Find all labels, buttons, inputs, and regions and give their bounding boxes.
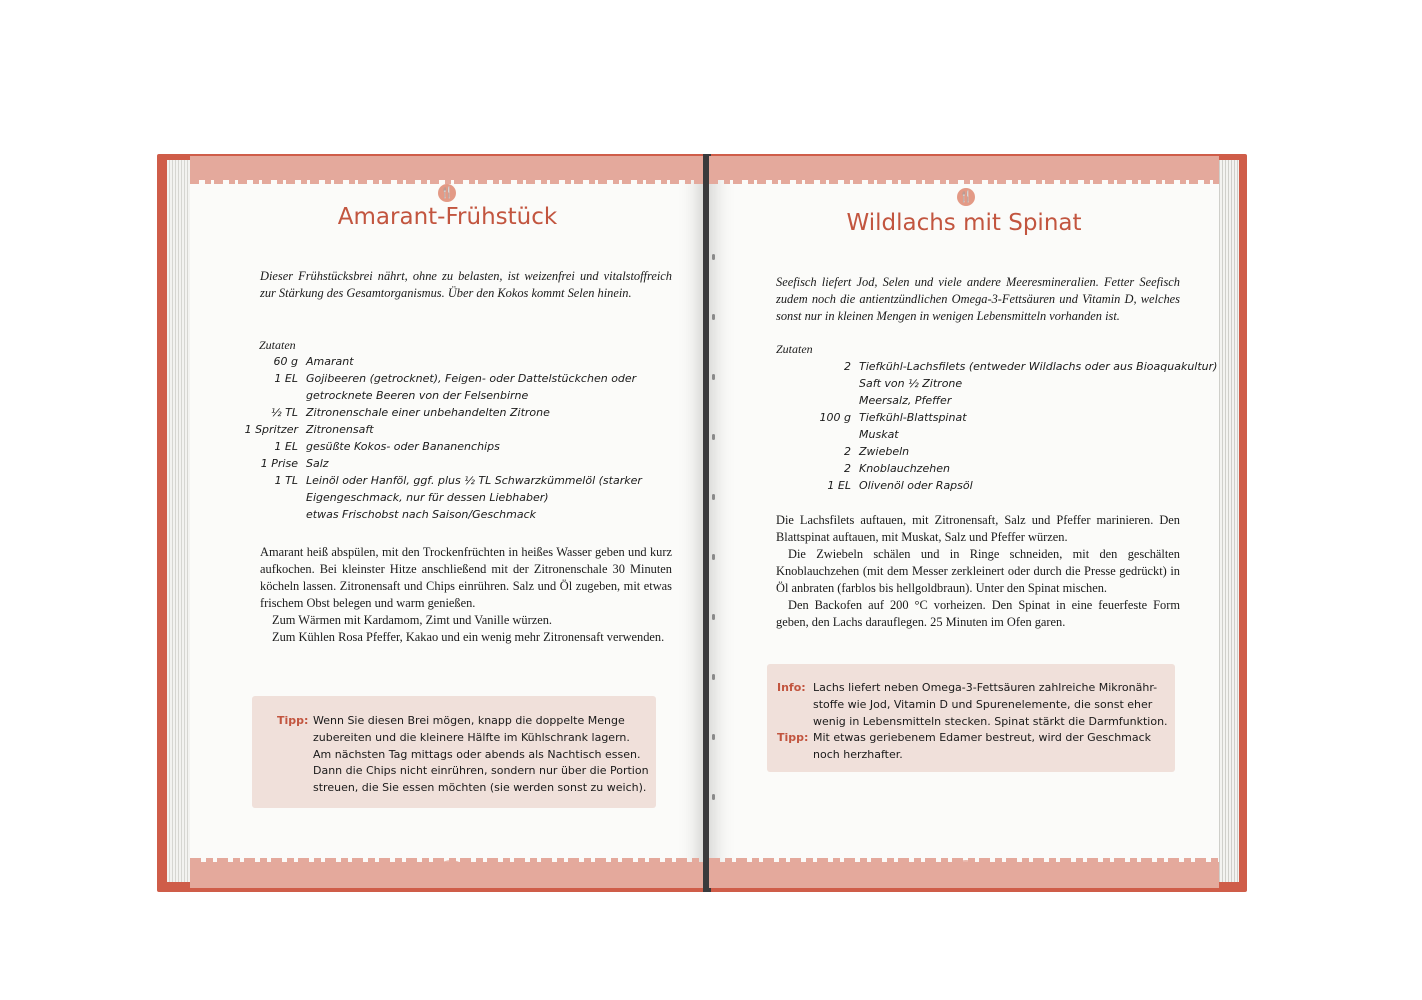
tip-text [277,713,657,797]
info-line [777,680,1169,697]
tip-line [277,713,657,730]
ingredient-item: Eigengeschmack, nur für dessen Liebhaber) [306,491,549,504]
ingredient-item: Knoblauchzehen [859,462,950,475]
ingredient-row [242,421,642,438]
ingredient-quantity: 1 EL [274,372,298,385]
ingredient-quantity: 2 [844,360,851,373]
paragraph: Zum Wärmen mit Kardamom, Zimt und Vanille würzen. [272,613,552,627]
ingredient-quantity [769,392,859,409]
ingredient-item: Olivenöl oder Rapsöl [859,479,973,492]
ingredient-quantity: 1 Spritzer [244,423,298,436]
info-line [777,714,1169,731]
top-decorative-band [190,156,705,180]
ingredient-item: Zwiebeln [859,445,910,458]
tip-label [277,747,313,764]
ingredient-row [769,409,1217,426]
tip-label [777,747,813,764]
ingredient-row [769,375,1217,392]
paragraph: Den Backofen auf 200 °C vorheizen. Den Spinat in eine feuerfeste Form geben, den Lachs darauflegen. 25 Minuten im Ofen garen. [776,598,1180,629]
tip-line [277,747,657,764]
cutlery-icon: 🍴 [438,184,456,202]
ingredient-quantity: 1 EL [827,479,851,492]
tip-line [277,780,657,797]
bottom-decorative-band [190,862,705,888]
tip-line [277,763,657,780]
ingredient-quantity [242,489,306,506]
ingredient-row [242,370,642,387]
ingredient-item: Saft von ½ Zitrone [859,377,963,390]
ingredient-item: Leinöl oder Hanföl, ggf. plus ½ TL Schwarzkümmelöl (starker [306,474,642,487]
tip-text: Dann die Chips nicht einrühren, sondern nur über die Portion [313,764,649,778]
paragraph: Zum Kühlen Rosa Pfeffer, Kakao und ein wenig mehr Zitronensaft verwenden. [272,630,665,644]
ingredient-quantity: 1 TL [274,474,298,487]
ingredient-row [242,353,642,370]
recipe-instructions [260,544,672,646]
recipe-title: Amarant-Frühstück [337,204,558,230]
ingredient-row [769,443,1217,460]
tip-label [277,780,313,797]
ingredient-row [242,387,642,404]
ingredient-quantity: 1 Prise [260,457,298,470]
ingredients-heading: Zutaten [259,338,296,352]
ingredient-item: getrocknete Beeren von der Felsenbirne [306,389,529,402]
ingredient-row [769,460,1217,477]
tip-label [277,763,313,780]
paragraph: Die Zwiebeln schälen und in Ringe schneiden, mit den geschälten Knoblauchzehen (mit dem Messer zerkleinert oder durch die Presse gedrückt) in Öl anbraten (farblos bis hellgoldbraun). Unter den Spinat mischen. [776,547,1180,595]
ingredient-item: Tiefkühl-Lachsfilets (entweder Wildlachs oder aus Bioaquakultur) [859,360,1218,373]
ingredient-quantity [242,387,306,404]
ingredient-item: etwas Frischobst nach Saison/Geschmack [306,508,537,521]
ingredient-row [242,472,642,489]
bottom-decorative-band [709,862,1219,888]
ingredient-row [769,392,1217,409]
ingredient-quantity: 1 EL [274,440,298,453]
page-edges-right [1217,160,1239,882]
ingredient-row [242,438,642,455]
tip-text: streuen, die Sie essen möchten (sie werden sonst zu weich). [313,781,647,795]
tip-text: Mit etwas geriebenem Edamer bestreut, wird der Geschmack [813,731,1152,745]
ingredient-row [242,506,642,523]
ingredient-quantity: ½ TL [270,406,298,419]
recipe-intro: Seefisch liefert Jod, Selen und viele andere Meeresmineralien. Fetter Seefisch zudem noch die antientzündlichen Omega-3-Fettsäuren und Vitamin D, welches sonst nur in kleinen Mengen in wenigen Lebensmitteln vorhanden ist. [776,275,1180,323]
ingredient-row [769,477,1217,494]
tip-line [277,730,657,747]
ingredient-quantity [769,375,859,392]
ingredient-item: Gojibeeren (getrocknet), Feigen- oder Dattelstückchen oder [306,372,637,385]
ingredient-quantity: 60 g [273,355,298,368]
tip-label [277,730,313,747]
info-text: Lachs liefert neben Omega-3-Fettsäuren zahlreiche Mikronähr- [813,681,1158,694]
tip-text: zubereiten und die kleinere Hälfte im Kühlschrank lagern. [313,730,630,744]
info-tip-text [777,680,1169,764]
tip-line [777,730,1169,747]
tip-label: Tipp: [777,731,809,745]
recipe-intro: Dieser Frühstücksbrei nährt, ohne zu belasten, ist weizenfrei und vitalstoffreich zur Stärkung des Gesamtorganismus. Über den Kokos kommt Selen hinein. [260,269,672,300]
ingredient-item: Zitronensaft [306,423,374,436]
right-page [709,156,1219,888]
ingredient-quantity: 2 [844,445,851,458]
ingredient-item: Amarant [306,355,354,368]
ingredients-list [242,353,642,523]
paragraph: Amarant heiß abspülen, mit den Trockenfrüchten in heißes Wasser geben und kurz aufkochen. Bei kleinster Hitze anschließend mit der Zitronenschale 30 Minuten köcheln lassen. Zitronensaft und Chips einrühren. Salz und Öl zugeben, mit etwas frischem Obst belegen und warm genießen. [260,545,672,610]
info-label [777,714,813,731]
ingredient-item: Muskat [859,428,899,441]
ingredient-quantity [769,426,859,443]
ingredient-row [769,426,1217,443]
ingredients-heading: Zutaten [776,342,813,356]
left-page [190,156,705,888]
tip-label: Tipp: [277,714,309,727]
ingredient-item: Meersalz, Pfeffer [859,394,952,407]
ingredient-row [242,404,642,421]
open-book [157,154,1247,892]
tip-text: noch herzhafter. [813,748,903,762]
ingredient-quantity: 100 g [819,411,851,424]
recipe-instructions [776,512,1180,631]
tip-line [777,747,1169,764]
recipe-title: Wildlachs mit Spinat [846,210,1082,236]
ingredient-item: Salz [306,457,329,470]
ingredient-row [242,455,642,472]
ingredient-item: gesüßte Kokos- oder Bananenchips [306,440,500,453]
ingredient-row [242,489,642,506]
ingredient-quantity: 2 [844,462,851,475]
ingredients-list [769,358,1217,494]
cutlery-icon: 🍴 [957,188,975,206]
tip-text: Wenn Sie diesen Brei mögen, knapp die doppelte Menge [313,714,625,727]
info-label: Info: [777,681,806,694]
top-decorative-band [709,156,1219,180]
ingredient-item: Zitronenschale einer unbehandelten Zitrone [306,406,550,419]
info-label [777,697,813,714]
tip-text: Am nächsten Tag mittags oder abends als Nachtisch essen. [313,747,641,761]
paragraph: Die Lachsfilets auftauen, mit Zitronensaft, Salz und Pfeffer marinieren. Den Blattspinat auftauen, mit Muskat, Salz und Pfeffer würzen. [776,513,1180,544]
ingredient-quantity [242,506,306,523]
ingredient-item: Tiefkühl-Blattspinat [859,411,967,424]
ingredient-row [769,358,1217,375]
info-line [777,697,1169,714]
info-text: wenig in Lebensmitteln stecken. Spinat stärkt die Darmfunktion. [813,714,1168,728]
info-text: stoffe wie Jod, Vitamin D und Spurenelemente, die sonst eher [813,697,1153,711]
